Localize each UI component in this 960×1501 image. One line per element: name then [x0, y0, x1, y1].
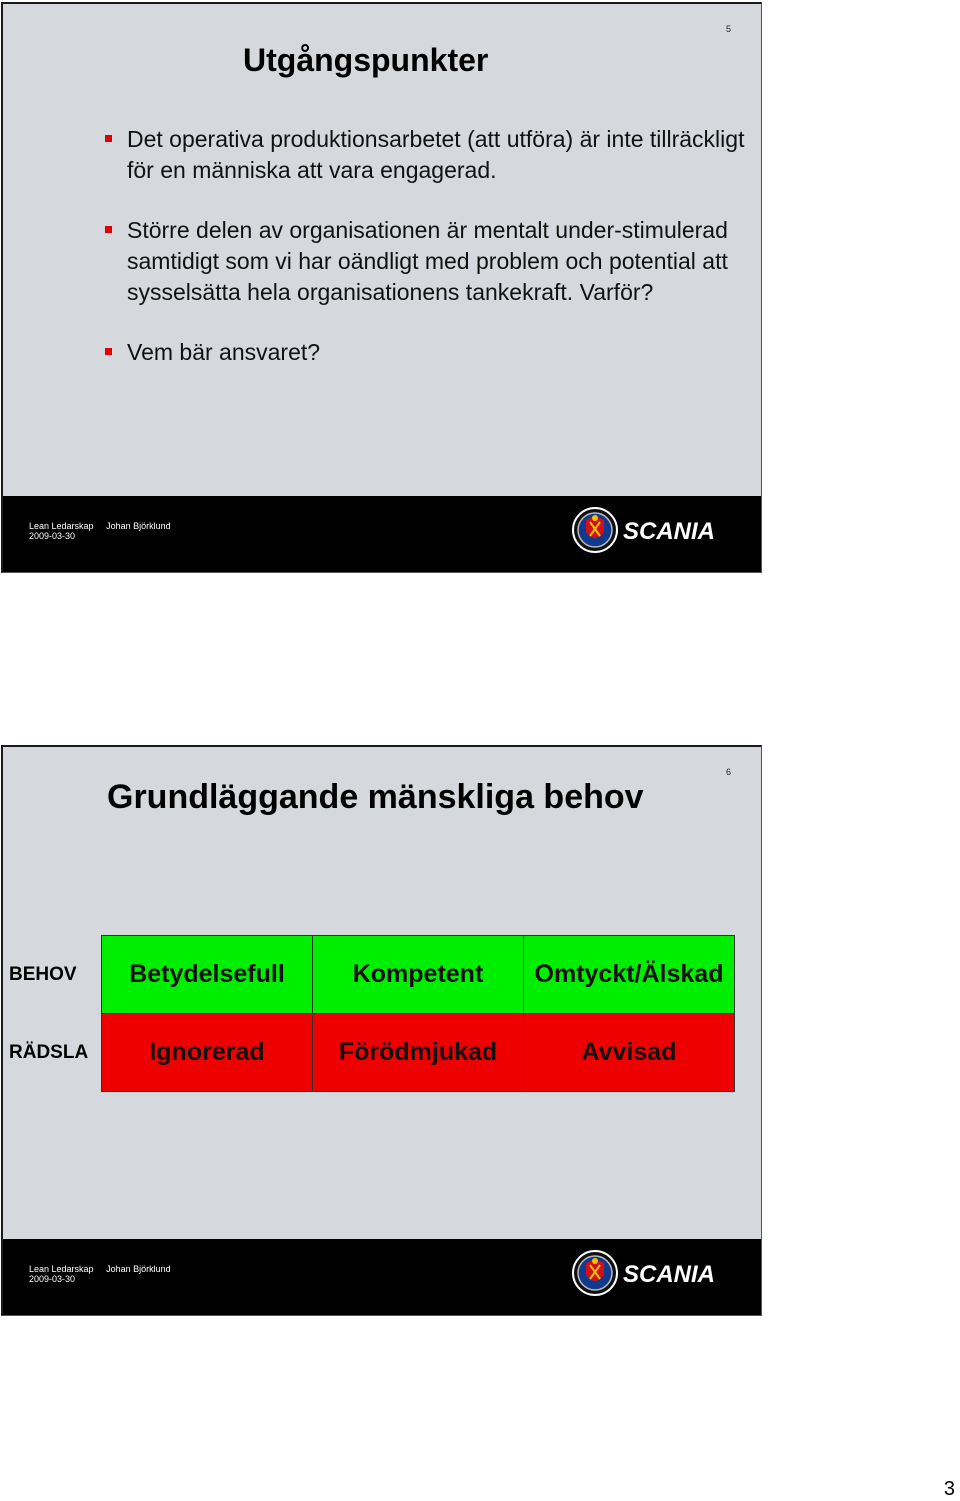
- table-row-fears: [3, 1014, 735, 1092]
- table-row-needs: [3, 936, 735, 1014]
- bullet-list: [105, 124, 745, 397]
- table-cell: Avvisad: [524, 1014, 735, 1092]
- bullet-square-icon: [105, 226, 112, 233]
- bullet-item: [105, 215, 745, 308]
- slide-5: [1, 2, 762, 573]
- bullet-item: [105, 337, 745, 368]
- footer-date: 2009-03-30: [29, 531, 76, 541]
- footer-date: 2009-03-30: [29, 1274, 76, 1284]
- slide-title: Utgångspunkter: [243, 42, 489, 78]
- row-label-fears: RÄDSLA: [9, 1041, 89, 1063]
- table-cell: Ignorerad: [102, 1014, 313, 1092]
- bullet-text: Vem bär ansvaret?: [127, 339, 321, 365]
- footer-info: [29, 521, 171, 541]
- bullet-square-icon: [105, 348, 112, 355]
- bullet-square-icon: [105, 135, 112, 142]
- scania-logo-icon: [571, 1249, 741, 1297]
- logo-wordmark: SCANIA: [623, 518, 716, 545]
- slide-6: [1, 745, 762, 1316]
- row-label-needs: BEHOV: [9, 963, 77, 985]
- slide-title: Grundläggande mänskliga behov: [107, 778, 644, 816]
- page-number: 3: [943, 1478, 955, 1500]
- slide-number: 6: [725, 767, 731, 777]
- slide-footer: [3, 1239, 761, 1315]
- table-cell: Omtyckt/Älskad: [524, 936, 735, 1014]
- footer-presentation: Lean Ledarskap: [29, 1264, 94, 1274]
- slide-footer: [3, 496, 761, 572]
- footer-author: Johan Björklund: [106, 1264, 171, 1274]
- bullet-item: [105, 124, 745, 186]
- slide-number: 5: [725, 24, 731, 34]
- table-cell: Förödmjukad: [313, 1014, 524, 1092]
- bullet-text: Det operativa produktionsarbetet (att utföra) är inte tillräckligt för en människa att vara engagerad.: [127, 126, 745, 183]
- bullet-text: Större delen av organisationen är mentalt under-stimulerad samtidigt som vi har oändligt med problem och potential att sysselsätta hela organisationens tankekraft. Varför?: [127, 217, 728, 305]
- footer-presentation: Lean Ledarskap: [29, 521, 94, 531]
- table-cell: Betydelsefull: [102, 936, 313, 1014]
- footer-info: [29, 1264, 171, 1284]
- scania-logo-icon: [571, 506, 741, 554]
- footer-author: Johan Björklund: [106, 521, 171, 531]
- logo-wordmark: SCANIA: [623, 1261, 716, 1288]
- table-cell: Kompetent: [313, 936, 524, 1014]
- needs-table: [3, 935, 735, 1092]
